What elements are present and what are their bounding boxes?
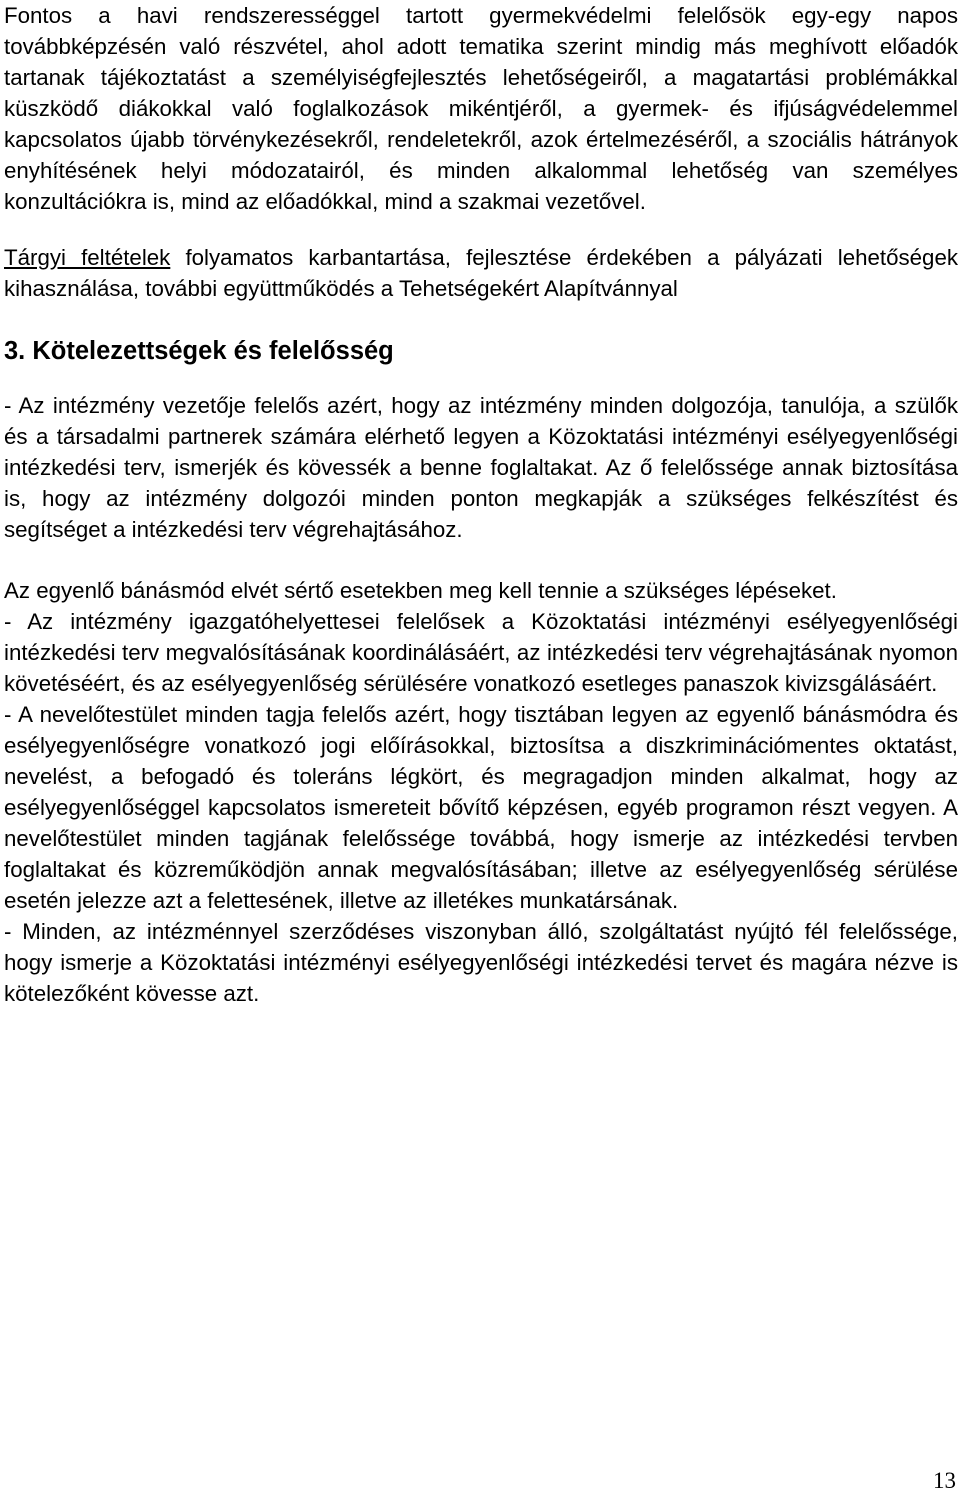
paragraph-deputy-responsibility: - Az intézmény igazgatóhelyettesei felelősek a Közoktatási intézményi esélyegyenlőségi intézkedési terv megvalósításának koordinálásáért, az intézkedési terv végrehajtásának nyomon követéséért, és az esélyegyenlőség sérülésére vonatkozó esetleges panaszok kivizsgálásáért. [4,609,958,696]
section-heading: 3. Kötelezettségek és felelősség [4,337,394,365]
paragraph-director-responsibility: - Az intézmény vezetője felelős azért, hogy az intézmény minden dolgozója, tanulója, a szülők és a társadalmi partnerek számára elérhető legyen a Közoktatási intézményi esélyegyenlőségi intézkedési terv, ismerjék és kövessék a benne foglaltakat. Az ő felelőssége annak biztosítása is, hogy az intézmény dolgozói minden ponton megkapják a szükséges felkészítést és segítséget a intézkedési terv végrehajtásához. [4,393,958,542]
paragraph-training: Fontos a havi rendszerességgel tartott gyermekvédelmi felelősök egy-egy napos továbbképzésén való részvétel, ahol adott tematika szerint mindig más meghívott előadók tartanak tájékoztatást a személyiségfejlesztés lehetőségeiről, a magatartási problémákkal küszködő diákokkal való foglalkozások mikéntjéről, a gyermek- és ifjúságvédelemmel kapcsolatos újabb törvénykezésekről, rendeletekről, azok értelmezéséről, a szociális hátrányok enyhítésének helyi módozatairól, és minden alkalommal lehetőség van személyes konzultációkra is, mind az előadókkal, mind a szakmai vezetővel. [4,3,958,214]
document-page [4,0,958,1009]
paragraph-staff-responsibility: - A nevelőtestület minden tagja felelős azért, hogy tisztában legyen az egyenlő bánásmódra és esélyegyenlőségre vonatkozó jogi előírásokkal, biztosítsa a diszkriminációmentes oktatást, nevelést, a befogadó és toleráns légkört, és megragadjon minden alkalmat, hogy az esélyegyenlőséggel kapcsolatos ismereteit bővítő képzésen, egyéb programon részt vegyen. A nevelőtestület minden tagjának felelőssége továbbá, hogy ismerje az intézkedési tervben foglaltakat és közreműködjön annak megvalósításában; illetve az esélyegyenlőség sérülése esetén jelezze azt a felettesének, illetve az illetékes munkatársának. [4,702,958,913]
underlined-phrase: Tárgyi feltételek [4,245,171,270]
paragraph-equal-treatment: Az egyenlő bánásmód elvét sértő esetekben meg kell tennie a szükséges lépéseket. [4,578,837,603]
paragraph-material-conditions-text: folyamatos karbantartása, fejlesztése érdekében a pályázati lehetőségek kihasználása, további együttműködés a Tehetségekért Alapítvánnyal [4,245,958,301]
page-number: 13 [933,1468,956,1493]
paragraph-contractor-responsibility: - Minden, az intézménnyel szerződéses viszonyban álló, szolgáltatást nyújtó fél felelőssége, hogy ismerje a Közoktatási intézményi esélyegyenlőségi intézkedési tervet és magára nézve is kötelezőként kövesse azt. [4,919,958,1006]
paragraph-material-conditions [4,242,958,304]
